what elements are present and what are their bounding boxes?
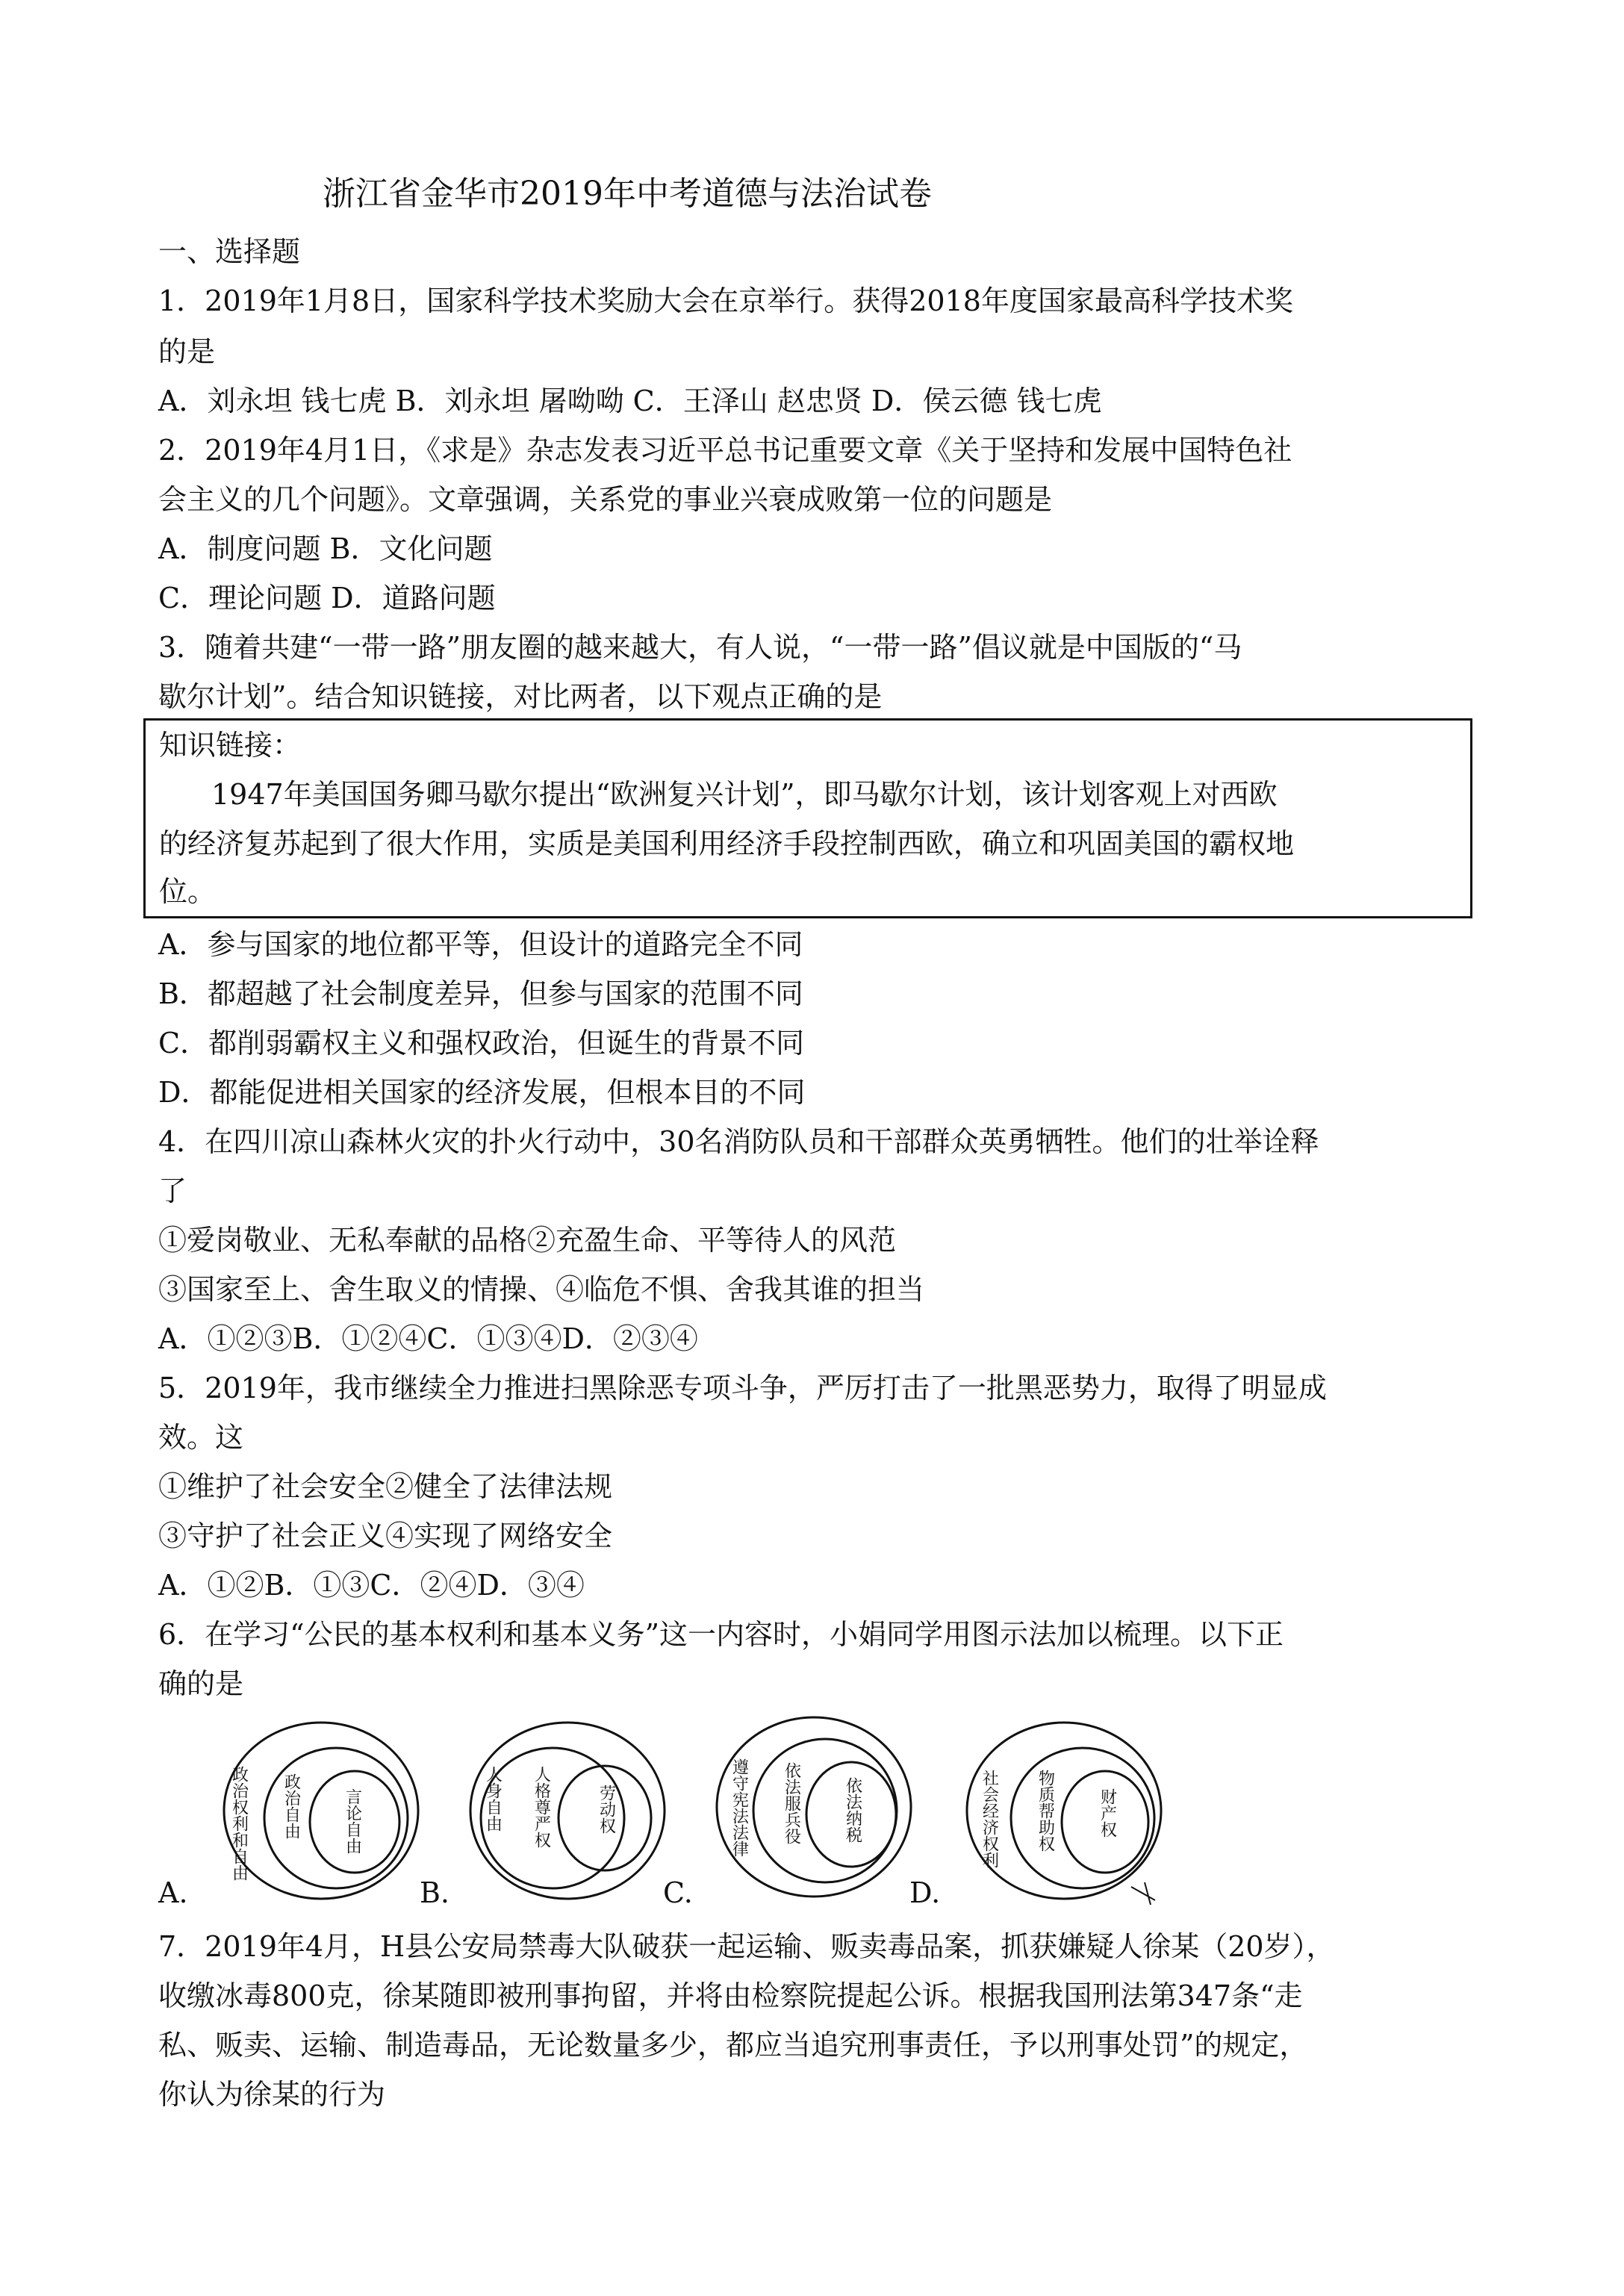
q3-option-b: B．都超越了社会制度差异，但参与国家的范围不同 (158, 977, 803, 1010)
knowledge-link-line-3: 位。 (159, 875, 217, 908)
q7-stem-line-3: 私、贩卖、运输、制造毒品，无论数量多少，都应当追究刑事责任，予以刑事处罚”的规定， (158, 2029, 1308, 2062)
q4-items-line-2: ③国家至上、舍生取义的情操、④临危不惧、舍我其谁的担当 (158, 1273, 925, 1306)
q5-items-line-1: ①维护了社会安全②健全了法律法规 (158, 1470, 613, 1503)
q3-stem-line-2: 歇尔计划”。结合知识链接，对比两者，以下观点正确的是 (158, 680, 883, 713)
q2-stem-line-2: 会主义的几个问题》。文章强调，关系党的事业兴衰成败第一位的问题是 (158, 483, 1053, 516)
outer-label: 人身自由 (483, 1766, 503, 1832)
q5-items-line-2: ③守护了社会正义④实现了网络安全 (158, 1519, 613, 1552)
q7-stem-line-2: 收缴冰毒800克，徐某随即被刑事拘留，并将由检察院提起公诉。根据我国刑法第347条“走 (158, 1979, 1303, 2012)
q6-stem-line-1: 6．在学习“公民的基本权利和基本义务”这一内容时，小娟同学用图示法加以梳理。以下正 (158, 1618, 1284, 1651)
outer-label: 政治权利和自由 (229, 1766, 249, 1881)
q6-diagram-a-label: A. (158, 1876, 188, 1909)
q3-option-a: A．参与国家的地位都平等，但设计的道路完全不同 (158, 928, 803, 961)
middle-label: 人格尊严权 (532, 1766, 551, 1848)
q1-stem-line-2: 的是 (158, 335, 216, 368)
q3-option-c: C．都削弱霸权主义和强权政治，但诞生的背景不同 (158, 1027, 805, 1060)
middle-label: 物质帮助权 (1036, 1770, 1055, 1852)
middle-label: 依法服兵役 (782, 1762, 801, 1844)
q2-stem-line-1: 2．2019年4月1日，《求是》杂志发表习近平总书记重要文章《关于坚持和发展中国特色社 (158, 434, 1292, 467)
middle-label: 政治自由 (281, 1773, 301, 1839)
outer-label: 遵守宪法法律 (729, 1758, 749, 1857)
q6-diagram-a (217, 1714, 426, 1908)
q6-diagram-d (959, 1714, 1176, 1908)
q5-options: A．①②B．①③C．②④D．③④ (158, 1569, 585, 1602)
q4-stem-line-2: 了 (158, 1175, 187, 1207)
q3-option-d: D．都能促进相关国家的经济发展，但根本目的不同 (158, 1076, 806, 1109)
q7-stem-line-4: 你认为徐某的行为 (158, 2078, 386, 2111)
inner-label: 依法纳税 (843, 1777, 862, 1843)
inner-label: 言论自由 (343, 1788, 362, 1854)
q6-diagram-c-label: C. (663, 1876, 693, 1909)
q1-options: A．刘永坦 钱七虎 B．刘永坦 屠呦呦 C．王泽山 赵忠贤 D．侯云德 钱七虎 (158, 385, 1102, 417)
q5-stem-line-1: 5．2019年，我市继续全力推进扫黑除恶专项斗争，严厉打击了一批黑恶势力，取得了明显成 (158, 1372, 1327, 1404)
q6-diagram-d-label: D. (909, 1876, 941, 1909)
q2-options-line-2: C．理论问题 D．道路问题 (158, 582, 496, 615)
knowledge-link-box (143, 718, 1472, 918)
q1-stem-line-1: 1．2019年1月8日，国家科学技术奖励大会在京举行。获得2018年度国家最高科学技术奖 (158, 284, 1293, 317)
q4-items-line-1: ①爱岗敬业、无私奉献的品格②充盈生命、平等待人的风范 (158, 1224, 897, 1257)
page-title: 浙江省金华市2019年中考道德与法治试卷 (323, 175, 932, 213)
section-heading: 一、选择题 (158, 235, 301, 268)
q5-stem-line-2: 效。这 (158, 1421, 244, 1454)
outer-label: 社会经济权利 (980, 1770, 999, 1868)
q3-stem-line-1: 3．随着共建“一带一路”朋友圈的越来越大，有人说，“一带一路”倡议就是中国版的“马 (158, 631, 1242, 664)
q6-diagram-c (709, 1706, 918, 1908)
knowledge-link-line-1: 1947年美国国务卿马歇尔提出“欧洲复兴计划”，即马歇尔计划，该计划客观上对西欧 (211, 778, 1278, 811)
q4-stem-line-1: 4．在四川凉山森林火灾的扑火行动中，30名消防队员和干部群众英勇牺牲。他们的壮举诠释 (158, 1125, 1319, 1158)
q6-diagram-b-label: B. (420, 1876, 450, 1909)
pen-mark (1131, 1882, 1155, 1905)
inner-label: 财产权 (1098, 1788, 1117, 1838)
q2-options-line-1: A．制度问题 B．文化问题 (158, 532, 493, 565)
knowledge-link-title: 知识链接： (159, 729, 302, 762)
knowledge-link-line-2: 的经济复苏起到了很大作用，实质是美国利用经济手段控制西欧，确立和巩固美国的霸权地 (159, 827, 1295, 860)
middle-circle (1011, 1748, 1154, 1888)
q6-diagram-b (463, 1714, 672, 1908)
q7-stem-line-1: 7．2019年4月，H县公安局禁毒大队破获一起运输、贩卖毒品案，抓获嫌疑人徐某（20岁）， (158, 1930, 1335, 1963)
q6-stem-line-2: 确的是 (158, 1667, 244, 1700)
inner-label: 劳动权 (597, 1785, 616, 1834)
q4-options: A．①②③B．①②④C．①③④D．②③④ (158, 1322, 698, 1355)
middle-circle (753, 1739, 897, 1882)
